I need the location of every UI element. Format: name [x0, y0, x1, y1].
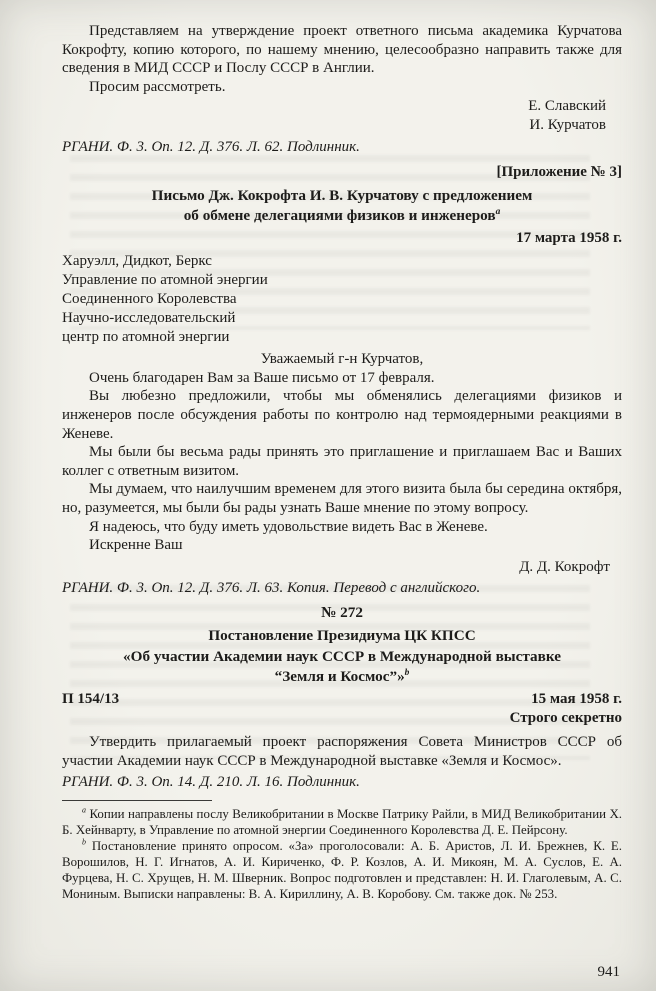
- signature-kurchatov: И. Курчатов: [529, 117, 606, 134]
- footnote-a-text: Копии направлены послу Великобритании в Москве Патрику Райли, в МИД Великобритании Х. Б. Хейнварту, в Управление по атомной энергии Соединенного Королевства Д. Е. Пейрсону.: [62, 806, 622, 837]
- page-number: 941: [597, 964, 620, 980]
- letter-paragraph: Я надеюсь, что буду иметь удовольствие видеть Вас в Женеве.: [89, 518, 488, 535]
- footnote-a-reference: a: [495, 207, 501, 217]
- footnote-separator: [62, 800, 212, 801]
- salutation: Уважаемый г-н Курчатов,: [260, 351, 424, 368]
- signature-cockcroft: Д. Д. Кокрофт: [519, 558, 610, 575]
- address-line: Управление по атомной энергии: [62, 272, 268, 289]
- address-line: Научно-исследовательский: [62, 310, 236, 327]
- document-number: № 272: [321, 603, 363, 621]
- archive-reference: РГАНИ. Ф. 3. Оп. 12. Д. 376. Л. 62. Подлинник.: [62, 139, 360, 156]
- letter-paragraph: Очень благодарен Вам за Ваше письмо от 17 февраля.: [89, 369, 435, 386]
- letter-paragraph: Мы думаем, что наилучшим временем для этого визита была бы середина октября, но, разумеется, мы были бы рады узнать Ваше мнение по этому вопросу.: [62, 481, 622, 516]
- address-line: Соединенного Королевства: [62, 291, 237, 308]
- signature-block: [62, 97, 622, 135]
- letter-paragraph: Мы были бы весьма рады принять это приглашение и приглашаем Вас и Ваших коллег с ответным визитом.: [62, 444, 622, 479]
- protocol-number: П 154/13: [62, 690, 120, 707]
- archive-reference: РГАНИ. Ф. 3. Оп. 14. Д. 210. Л. 16. Подлинник.: [62, 774, 360, 791]
- secrecy-stamp: Строго секретно: [509, 709, 622, 726]
- annex-label: [Приложение № 3]: [496, 163, 622, 180]
- footnote-b: [62, 838, 622, 902]
- footnote-a-marker: a: [82, 805, 86, 815]
- address-line: центр по атомной энергии: [62, 329, 230, 346]
- page-content: [62, 22, 622, 902]
- resolution-title-line2: «Об участии Академии наук СССР в Международной выставке: [123, 647, 561, 665]
- footnote-b-marker: b: [82, 837, 86, 847]
- footnote-b-reference: b: [404, 668, 410, 679]
- resolution-text: Утвердить прилагаемый проект распоряжения Совета Министров СССР об участии Академии наук СССР в Международной выставке «Земля и Космос».: [62, 734, 622, 769]
- letter-title: [62, 186, 622, 227]
- address-line: Харуэлл, Дидкот, Беркс: [62, 253, 212, 270]
- memo-paragraph: Представляем на утверждение проект ответного письма академика Курчатова Кокрофту, копию которого, по нашему мнению, целесообразно направить также для сведения в МИД СССР и Послу СССР в Англии.: [62, 23, 622, 77]
- resolution-title: [62, 626, 622, 688]
- letter-title-line2: об обмене делегациями физиков и инженеров: [183, 207, 496, 225]
- resolution-date: 15 мая 1958 г.: [531, 690, 622, 707]
- letter-title-line1: Письмо Дж. Кокрофта И. В. Курчатову с предложением: [151, 186, 533, 204]
- resolution-title-line3: “Земля и Космос”»: [274, 668, 405, 686]
- letter-closing: Искренне Ваш: [89, 537, 183, 554]
- footnote-a: [62, 806, 622, 838]
- resolution-meta: [62, 690, 622, 709]
- resolution-title-line1: Постановление Президиума ЦК КПСС: [208, 627, 476, 645]
- letter-paragraph: Вы любезно предложили, чтобы мы обменялись делегациями физиков и инженеров после обсуждения работы по контролю над термоядерными реакциями в Женеве.: [62, 388, 622, 442]
- sender-address: [62, 252, 622, 347]
- archive-reference: РГАНИ. Ф. 3. Оп. 12. Д. 376. Л. 63. Копия. Перевод с английского.: [62, 580, 481, 597]
- footnote-b-text: Постановление принято опросом. «За» проголосовали: А. Б. Аристов, Л. И. Брежнев, К. Е. Ворошилов, Н. Г. Игнатов, А. И. Кириченко, Ф. Р. Козлов, А. И. Микоян, М. А. Суслов, Е. А. Фурцева, Н. С. Хрущев, Н. М. Шверник. Вопрос подготовлен и представлен: Н. И. Глаголевым, А. С. Мониным. Выписки направлены: В. А. Кириллину, А. В. Коробову. См. также док. № 253.: [62, 838, 622, 901]
- memo-request: Просим рассмотреть.: [89, 78, 226, 95]
- signature-slavsky: Е. Славский: [528, 98, 606, 115]
- letter-date: 17 марта 1958 г.: [516, 229, 622, 246]
